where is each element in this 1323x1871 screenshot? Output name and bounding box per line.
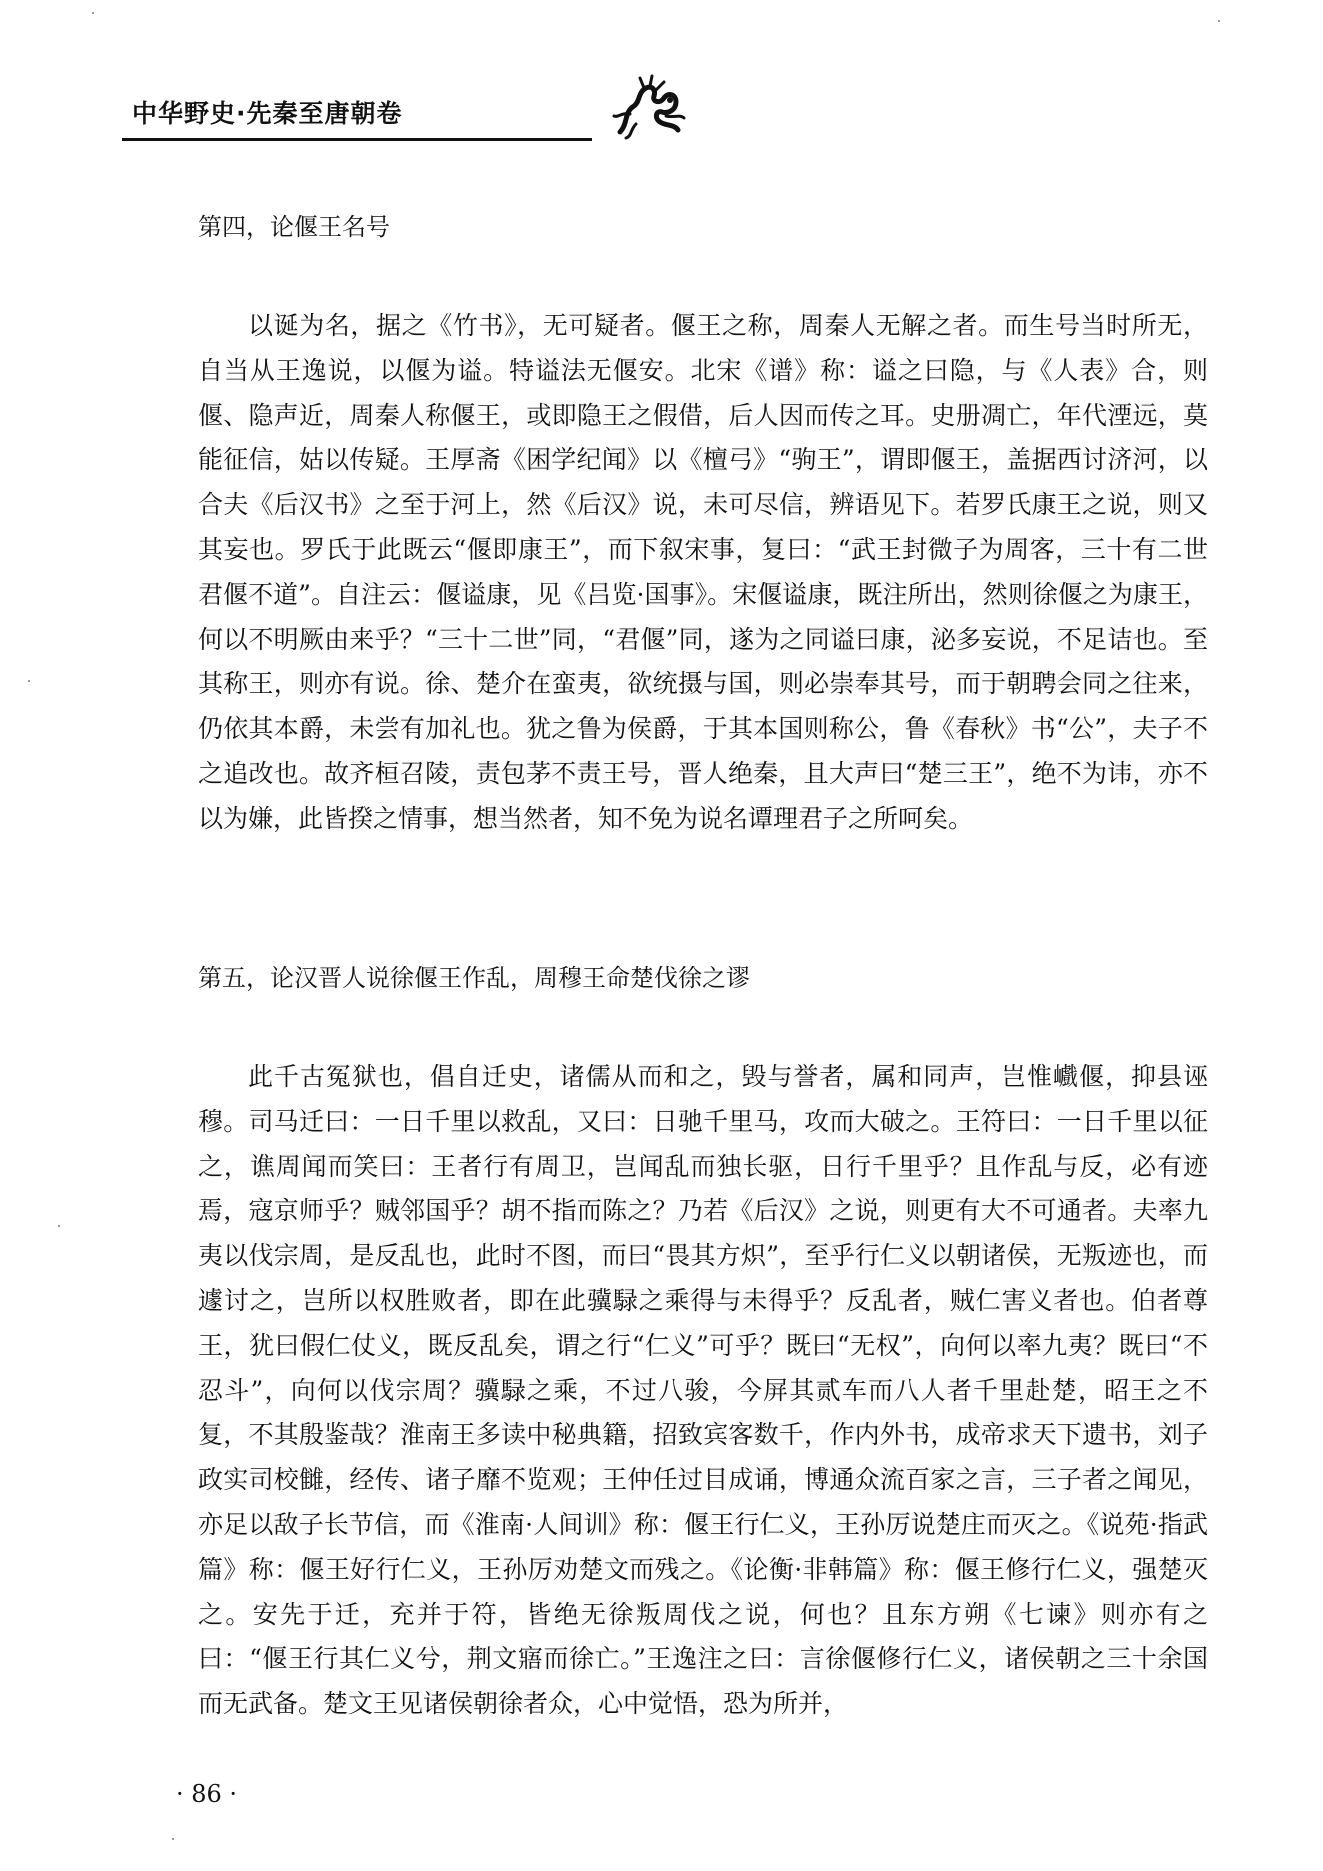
section-body: 以诞为名，据之《竹书》，无可疑者。偃王之称，周秦人无解之者。而生号当时所无，自当从王逸说，以偃为谥。特谥法无偃安。北宋《谱》称：谥之曰隐，与《人表》合，则偃、隐声近，周秦人称偃王，或即隐王之假借，后人因而传之耳。史册凋亡，年代湮远，莫能征信，姑以传疑。王厚斋《困学纪闻》以《檀弓》“驹王”，谓即偃王，盖据西讨济河，以合夫《后汉书》之至于河上，然《后汉》说，未可尽信，辨语见下。若罗氏康王之说，则又其妄也。罗氏于此既云“偃即康王”，而下叙宋事，复曰：“武王封微子为周客，三十有二世君偃不道”。自注云：偃谥康，见《吕览·国事》。宋偃谥康，既注所出，然则徐偃之为康王，何以不明厥由来乎？“三十二世”同，“君偃”同，遂为之同谥曰康，泌多妄说，不足诘也。至其称王，则亦有说。徐、楚介在蛮夷，欲统摄与国，则必崇奉其号，而于朝聘会同之往来，仍依其本爵，未尝有加礼也。犹之鲁为侯爵，于其本国则称公，鲁《春秋》书“公”，夫子不之追改也。故齐桓召陵，责包茅不责王号，晋人绝秦，且大声曰“楚三王”，绝不为讳，亦不以为嫌，此皆揆之情事，想当然者，知不免为说名谭理君子之所呵矣。 — [198, 311, 1208, 833]
section-heading: 第四，论偃王名号 — [198, 213, 390, 241]
scan-speck — [172, 1838, 174, 1840]
section-body: 此千古冤狱也，倡自迁史，诸儒从而和之，毁与誉者，属和同声，岂惟巇偃，抑县诬穆。司马迁曰：一日千里以救乱，又曰：日驰千里马，攻而大破之。王符曰：一日千里以征之，谯周闻而笑曰：王者行有周卫，岂闻乱而独长驱，日行千里乎？且作乱与反，必有迹焉，寇京师乎？贼邻国乎？胡不指而陈之？乃若《后汉》之说，则更有大不可通者。夫率九夷以伐宗周，是反乱也，此时不图，而曰“畏其方炽”，至乎行仁义以朝诸侯，无叛迹也，而遽讨之，岂所以权胜败者，即在此骥騄之乘得与未得乎？反乱者，贼仁害义者也。伯者尊王，犹曰假仁仗义，既反乱矣，谓之行“仁义”可乎？既曰“无权”，向何以率九夷？既曰“不忍斗”，向何以伐宗周？骥騄之乘，不过八骏，今屏其贰车而八人者千里赴楚，昭王之不复，不其殷鉴哉？淮南王多读中秘典籍，招致宾客数千，作内外书，成帝求天下遗书，刘子政实司校雠，经传、诸子靡不览观；王仲任过目成诵，博通众流百家之言，三子者之闻见，亦足以敌子长节信，而《淮南·人间训》称：偃王行仁义，王孙厉说楚庄而灭之。《说苑·指武篇》称：偃王好行仁义，王孙厉劝楚文而残之。《论衡·非韩篇》称：偃王修行仁义，强楚灭之。安先于迁，充并于符，皆绝无徐叛周伐之说，何也？且东方朔《七谏》则亦有之曰：“偃王行其仁义兮，荆文寤而徐亡。”王逸注之曰：言徐偃修行仁义，诸侯朝之三十余国而无武备。楚文王见诸侯朝徐者众，心中觉悟，恐为所并， — [198, 1062, 1208, 1719]
running-title: 中华野史·先秦至唐朝卷 — [132, 99, 403, 128]
header-rule — [122, 138, 592, 141]
running-header — [122, 70, 602, 142]
section-heading: 第五，论汉晋人说徐偃王作乱，周穆王命楚伐徐之谬 — [198, 964, 750, 992]
scan-speck — [1218, 20, 1220, 22]
page-number: · 86 · — [176, 1780, 238, 1808]
dragon-emblem-icon — [610, 74, 690, 140]
scan-speck — [28, 680, 30, 682]
scan-speck — [58, 1225, 60, 1227]
scan-speck — [92, 12, 94, 14]
